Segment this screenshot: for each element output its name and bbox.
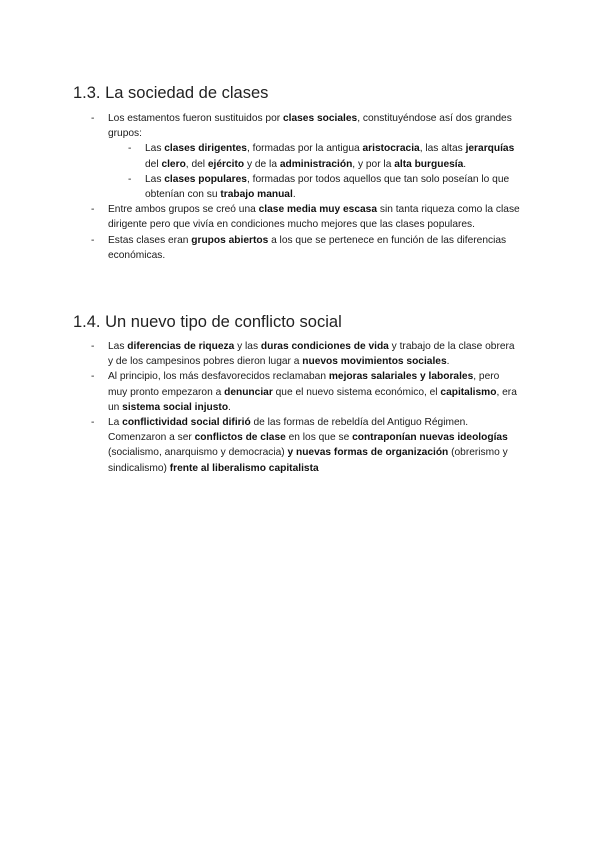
text-run: , y por la <box>352 158 395 170</box>
list-item <box>91 369 521 415</box>
bold-term: alta burguesía <box>394 158 464 170</box>
text-run: de las formas de rebeldía del Antiguo Régimen. Comenzaron a ser <box>108 417 469 444</box>
bold-term: ejército <box>207 158 245 170</box>
bold-term: administración <box>279 158 353 170</box>
text-run: del <box>145 158 162 170</box>
list-item <box>91 111 521 202</box>
list-item <box>91 415 521 476</box>
text-run: Las <box>108 341 128 352</box>
bold-term: clases populares <box>164 173 247 185</box>
text-run: Al principio, los más desfavorecidos reclamaban <box>108 371 329 383</box>
bold-term: clase media muy escasa <box>258 204 378 216</box>
text-run: Las <box>145 143 165 155</box>
text-run: Entre ambos grupos se creó una <box>108 204 259 216</box>
bullet-list-conflicto-social <box>91 339 521 476</box>
list-item <box>91 233 521 263</box>
list-item <box>91 202 521 232</box>
text-run: (socialismo, anarquismo y democracia) <box>108 447 288 459</box>
bold-term: diferencias de riqueza <box>127 341 235 352</box>
bold-term: nuevos movimientos sociales <box>302 356 447 368</box>
text-run: . <box>228 401 231 413</box>
text-run: La <box>108 417 123 429</box>
text-run: , pero muy pronto empezaron a <box>108 371 500 398</box>
bold-term: grupos abiertos <box>191 234 269 246</box>
text-run: en los que se <box>285 432 353 444</box>
bold-term: y nuevas formas de organización <box>287 447 449 459</box>
bold-term: frente al liberalismo capitalista <box>169 462 319 474</box>
text-run: y trabajo de la clase obrera y de los campesinos pobres dieron lugar a <box>108 341 515 368</box>
list-item <box>128 172 524 202</box>
bold-term: clases dirigentes <box>164 143 247 155</box>
bold-term: aristocracia <box>362 143 420 155</box>
text-run: sin tanta riqueza como la clase dirigente pero que vivía en condiciones mucho mejores que las clases populares. <box>108 204 520 231</box>
list-item <box>91 339 521 369</box>
bold-term: sistema social injusto <box>122 401 229 413</box>
bold-term: contraponían nuevas ideologías <box>352 432 508 444</box>
list-item <box>128 141 524 171</box>
bold-term: conflictividad social difirió <box>122 417 251 429</box>
text-run: (obrerismo y sindicalismo) <box>108 447 508 474</box>
text-run: Las <box>145 173 165 185</box>
text-run: Estas clases eran <box>108 234 192 246</box>
text-run: a los que se pertenece en función de las diferencias económicas. <box>108 234 507 261</box>
section-heading-conflicto-social: 1.4. Un nuevo tipo de conflicto social <box>73 313 342 331</box>
text-run: . <box>446 356 450 368</box>
text-run: , formadas por todos aquellos que tan solo poseían lo que obtenían con su <box>145 173 510 201</box>
text-run: que el nuevo sistema económico, el <box>272 386 441 398</box>
text-run: , constituyéndose así dos grandes grupos: <box>108 113 512 140</box>
bold-term: trabajo manual <box>220 189 293 201</box>
bold-term: mejoras salariales y laborales <box>328 371 474 383</box>
bullet-list-sociedad-de-clases <box>91 111 521 263</box>
text-run: y las <box>234 341 261 352</box>
text-run: . <box>292 189 296 201</box>
bold-term: clases sociales <box>282 113 358 124</box>
bold-term: capitalismo <box>440 386 497 398</box>
text-run: , formadas por la antigua <box>246 143 363 155</box>
bold-term: conflictos de clase <box>194 432 286 444</box>
text-run: , del <box>185 158 208 170</box>
section-heading-sociedad-de-clases: 1.3. La sociedad de clases <box>73 84 269 102</box>
bold-term: duras condiciones de vida <box>260 341 389 352</box>
text-run: , era un <box>108 386 517 413</box>
bold-term: jerarquías <box>465 143 515 155</box>
text-run: y de la <box>244 158 280 170</box>
text-run: . <box>463 158 467 170</box>
text-run: Los estamentos fueron sustituidos por <box>108 113 283 124</box>
text-run: , las altas <box>419 143 466 155</box>
bold-term: clero <box>161 158 186 170</box>
bold-term: denunciar <box>224 386 273 398</box>
sub-bullet-list <box>128 141 524 202</box>
